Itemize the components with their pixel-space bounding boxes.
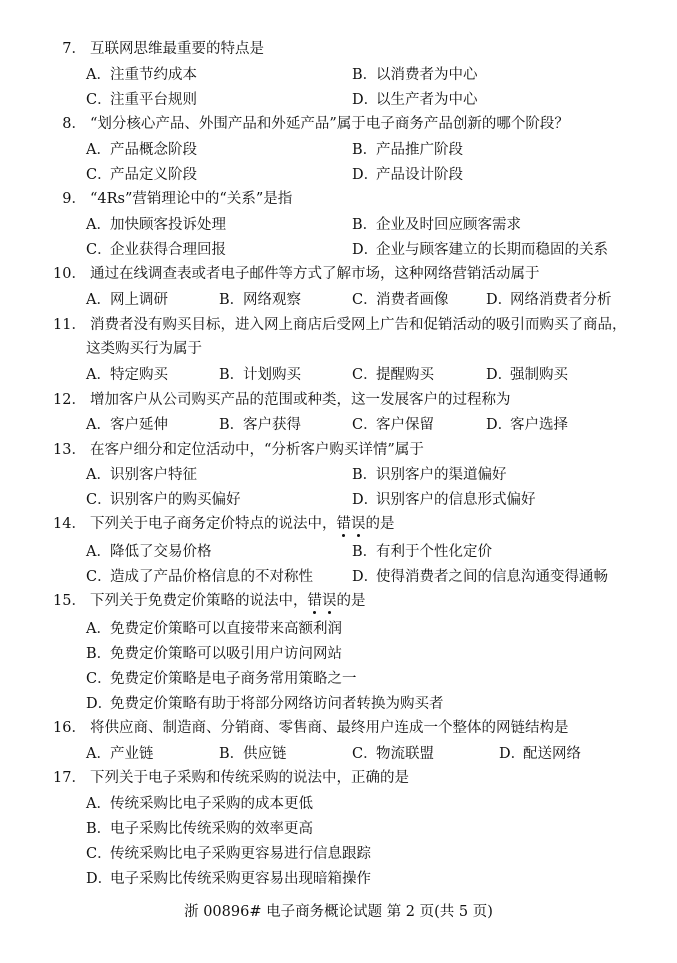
question-text-end: 的是 [365, 516, 395, 532]
option-d: D．网络消费者分析 [486, 292, 612, 308]
question-number: 7． [62, 41, 86, 57]
question-text: 在客户细分和定位活动中，“分析客户购买详情”属于 [90, 442, 424, 458]
emphasis-char: 误 [322, 593, 337, 609]
question-text: “划分核心产品、外围产品和外延产品”属于电子商务产品创新的哪个阶段？ [90, 116, 569, 132]
option-c: C．企业获得合理回报 [86, 242, 226, 258]
question-number: 13． [53, 442, 86, 458]
emphasis-char: 误 [351, 516, 366, 532]
option-b: B．供应链 [219, 746, 287, 762]
question-12 [52, 388, 637, 409]
question-text: 将供应商、制造商、分销商、零售商、最终用户连成一个整体的网链结构是 [90, 720, 569, 736]
emphasis-char: 错 [307, 593, 322, 609]
option-d: D．免费定价策略有助于将部分网络访问者转换为购买者 [86, 696, 444, 712]
question-text: 通过在线调查表或者电子邮件等方式了解市场，这种网络营销活动属于 [90, 266, 540, 282]
page-footer: 浙 00896# 电子商务概论试题 第 2 页(共 5 页) [184, 904, 493, 920]
option-a: A．免费定价策略可以直接带来高额利润 [86, 621, 342, 637]
option-a: A．网上调研 [86, 292, 168, 308]
option-c: C．免费定价策略是电子商务常用策略之一 [86, 671, 357, 687]
option-c: C．识别客户的购买偏好 [86, 492, 241, 508]
option-a: A．客户延伸 [86, 417, 168, 433]
option-d: D．电子采购比传统采购更容易出现暗箱操作 [86, 871, 371, 887]
option-b: B．有利于个性化定价 [352, 544, 492, 560]
option-a: A．加快顾客投诉处理 [86, 217, 226, 233]
option-d: D．配送网络 [499, 746, 581, 762]
option-b: B．免费定价策略可以吸引用户访问网站 [86, 646, 342, 662]
question-text: 下列关于免费定价策略的说法中， [90, 593, 308, 609]
question-10 [52, 262, 637, 283]
question-number: 11． [53, 317, 86, 333]
option-c: C．提醒购买 [352, 367, 434, 383]
option-b: B．企业及时回应顾客需求 [352, 217, 521, 233]
option-b: B．电子采购比传统采购的效率更高 [86, 821, 313, 837]
question-number: 15． [53, 593, 86, 609]
question-text: 下列关于电子商务定价特点的说法中， [90, 516, 337, 532]
option-c: C．消费者画像 [352, 292, 449, 308]
option-c: C．造成了产品价格信息的不对称性 [86, 569, 313, 585]
option-b: B．识别客户的渠道偏好 [352, 467, 507, 483]
question-number: 10． [53, 266, 86, 282]
question-text-continued: 这类购买行为属于 [86, 341, 202, 357]
option-a: A．产品概念阶段 [86, 142, 197, 158]
question-16 [52, 716, 637, 737]
question-17 [52, 766, 637, 787]
option-a: A．注重节约成本 [86, 67, 197, 83]
option-c: C．传统采购比电子采购更容易进行信息跟踪 [86, 846, 371, 862]
option-d: D．以生产者为中心 [352, 92, 478, 108]
option-d: D．识别客户的信息形式偏好 [352, 492, 536, 508]
option-d: D．客户选择 [486, 417, 568, 433]
question-14 [52, 512, 637, 533]
option-a: A．传统采购比电子采购的成本更低 [86, 796, 313, 812]
question-9 [52, 187, 637, 208]
option-a: A．产业链 [86, 746, 154, 762]
option-a: A．降低了交易价格 [86, 544, 212, 560]
option-b: B．产品推广阶段 [352, 142, 463, 158]
option-b: B．客户获得 [219, 417, 301, 433]
question-number: 9． [62, 191, 86, 207]
option-d: D．企业与顾客建立的长期而稳固的关系 [352, 242, 608, 258]
question-8 [52, 112, 637, 133]
question-15 [52, 589, 637, 610]
option-a: A．识别客户特征 [86, 467, 197, 483]
option-d: D．强制购买 [486, 367, 568, 383]
question-number: 16． [53, 720, 86, 736]
option-c: C．客户保留 [352, 417, 434, 433]
question-text: 下列关于电子采购和传统采购的说法中，正确的是 [90, 770, 409, 786]
option-b: B．网络观察 [219, 292, 301, 308]
option-c: C．注重平台规则 [86, 92, 197, 108]
question-text: 互联网思维最重要的特点是 [90, 41, 264, 57]
question-text-end: 的是 [336, 593, 366, 609]
question-13 [52, 438, 637, 459]
option-b: B．计划购买 [219, 367, 301, 383]
question-text: 消费者没有购买目标，进入网上商店后受网上广告和促销活动的吸引而购买了商品， [90, 317, 627, 333]
question-number: 14． [53, 516, 86, 532]
question-number: 12． [53, 392, 86, 408]
option-b: B．以消费者为中心 [352, 67, 478, 83]
question-7 [52, 37, 637, 58]
option-a: A．特定购买 [86, 367, 168, 383]
emphasis-char: 错 [336, 516, 351, 532]
question-11 [52, 313, 637, 334]
question-number: 8． [62, 116, 86, 132]
question-text: 增加客户从公司购买产品的范围或种类，这一发展客户的过程称为 [90, 392, 511, 408]
option-c: C．物流联盟 [352, 746, 434, 762]
option-c: C．产品定义阶段 [86, 167, 197, 183]
question-text: “4Rs”营销理论中的“关系”是指 [90, 191, 293, 207]
option-d: D．产品设计阶段 [352, 167, 463, 183]
option-d: D．使得消费者之间的信息沟通变得通畅 [352, 569, 608, 585]
question-number: 17． [53, 770, 86, 786]
